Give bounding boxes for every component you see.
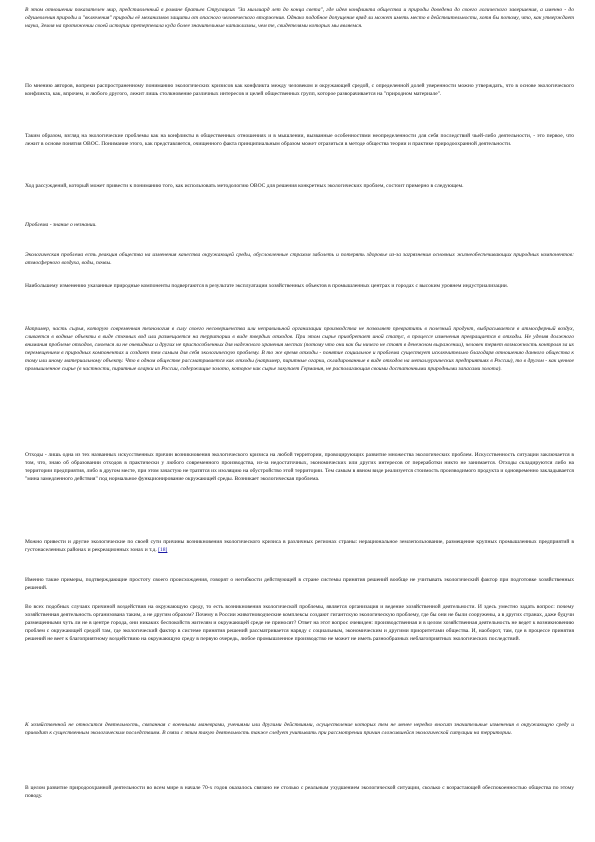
paragraph-ovos-concept: Таким образом, взгляд на экологические проблемы как на конфликты в общественных отношениях и в мышлении, вызванные особенностями неопределенности для себя последствий чьей-либо деятельности, - это первое, что лежит в основе понятия ОВОС. Понимание этого, как представляется, очищенного факта принципиальным образом может отразиться в методе общества теории и практике природоохранной деятельности.	[25, 133, 574, 148]
paragraph-strugatsky: В этом отношении показателен мир, представленный в романе братьев Стругацких "За миллиард лет до конца света", где идея конфликта общества и природы доведена до своего логического завершения, а именно - до одушевления природы и "включения" природы её механизмов защиты от опасного человеческого вторжения. Однако подобное допущение вряд ли может иметь место в действительности, хотя бы потому, что, как утверждает наука, Земля на протяжении своей истории претерпевала куда более значительные катаклизмы, чем те, свидетелями которых мы являемся.	[25, 7, 574, 30]
paragraph-reasoning: Ход рассуждений, который может привести к пониманию того, как использовать методологию ОВОС для решения конкретных экологических проблем, состоит примерно в следующем.	[25, 183, 464, 189]
paragraph-other-causes	[25, 538, 574, 554]
paragraph-economic-activity: Во всех подобных случаях причиной воздействия на окружающую среду, то есть возникновения экологической проблемы, является организация и ведение хозяйственной деятельности. И здесь уместно задать вопрос: почему хозяйственная деятельность организована таким, а не другим образом? Почему в России животноводческие комплексы создают гигантскую экологическую проблему, где бы они не были сооружены, а в других странах, даже будучи размещенными чуть ли не в центре города, они никаких беспокойств жителям и окружающей среде не приносят? Ответ на этот вопрос очевиден: производственная и в целом хозяйственная деятельность не ведет к возникновению проблем с окружающей средой там, где экологический фактор в системе принятия решений рассматривается наряду с социальным, экономическим и другими приоритетами общества. И, наоборот, там, где в процессе принятия решений не веет к благоприятному воздействию на окружающую среду в первую очередь, любое промышленное производство не может не иметь разнообразных неблагоприятных экологических последствий.	[25, 604, 574, 643]
paragraph-waste-causes: Отходы - лишь одна из тех названных искусственных причин возникновения экологического кризиса на любой территории, провоцирующих развитие множества экологических проблем. Искусственность ситуации заключается в том, что, знаю об образовании отходов в практически у любого современного производства, из-за недостаточных, экономических или других интересов от переработки никто не занимается. Отходы складируются либо на территории предприятия, либо в другом месте, при этом зачастую не тратятся их изоляцию на обустройство этой территории. Тем самым в явном виде реализуется стоимость производимого продукта и одновременно закладывается "мина замедленного действия" под нормальное функционирование окружающей среды. Возникает экологическая проблема.	[25, 452, 574, 483]
paragraph-authors-opinion: По мнению авторов, вопреки распространенному пониманию экологических кризисов как конфликта между человеком и окружающей средой, с определенной долей уверенности можно утверждать, что в основе экологического конфликта, как, впрочем, и любого другого, лежит лишь столкновение различных интересов и целей общественных групп, которое разворачивается на "природном материале".	[25, 83, 574, 98]
paragraph-examples: Именно такие примеры, подтверждающие простоту своего происхождения, говорят о негибкости действующей в стране системы принятия решений вообще не учитывать экологический фактор при подготовке хозяйственных решений.	[25, 577, 574, 592]
paragraph-military-activity: К хозяйственной не относится деятельность, связанная с военными маневрами, учениями или другими действиями, осуществление которых тем не менее нередко вносит значительные изменения в окружающую среду и приводит к существенным экологическим последствиям. В связи с этим такую деятельность также следует учитывать при рассмотрении причин сложившейся экологической ситуации на территории.	[25, 722, 574, 737]
paragraph-seventies: В целом развитие природоохранной деятельности во всем мире в начале 70-х годов оказалось связано не столько с реальным ухудшением экологической ситуации, сколько с возрастающей обеспокоенностью общества по этому поводу.	[25, 785, 574, 800]
paragraph-waste-example: Например, часть сырья, которую современная технология в силу своего несовершенства или неправильной организации производства не позволяет превратить в полезный продукт, выбрасывается в атмосферный воздух, сливается в водные объекты в виде сточных вод или размещается на территории в виде твердых отходов. При этом сырье приобретает иной статус, в процессе изменения превращается в отходы. Не уделяя должного внимания проблеме отходов, смоемся ли не очевидных и других не приспособленных для надежного хранения местах (потому что они как бы ничего не стоят в денежном выражении), человек теряет возможность контроля за их перемещением в природных компонентах и создает тем самым для себя экологическую проблему. В то же время отходы - понятие социальное и проблема существует исключительно благодаря отношению данного общества к тому или иному материальному объекту. Что в одном обществе рассматривается как отходы (например, пиритные огарки, складированные в виде отходов на металлургических предприятиях в России), то в другом - как ценное промышленное сырье (в частности, пиритные огарки из России, содержащие золото, которое как сырье закупает Германия, не располагающая своими достаточными природными запасами золота).	[25, 326, 574, 373]
reference-link[interactable]: [18]	[158, 547, 168, 554]
paragraph-ecological-problem: Экологическая проблема есть реакция общества на изменения качества окружающей среды, обусловленные страхом заболеть и потерять здоровье из-за загрязнения основных жизнеобеспечивающих природных компонентов: атмосферного воздуха, воды, почвы.	[25, 252, 574, 267]
paragraph-industrial-centers: Наибольшему изменению указанные природные компоненты подвергаются в результате эксплуатации хозяйственных объектов в промышленных центрах и городах с высоким уровнем индустриализации.	[25, 283, 509, 289]
section-heading-problem: Проблема - знание о незнании.	[25, 222, 97, 228]
other-causes-text: Можно привести и другие экологические по своей сути причины возникновения экологического кризиса в различных регионах страны: нерациональное землепользование, размещение крупных промышленных предприятий в густонаселенных районах и рекреационных зонах и т.д.	[25, 539, 574, 554]
